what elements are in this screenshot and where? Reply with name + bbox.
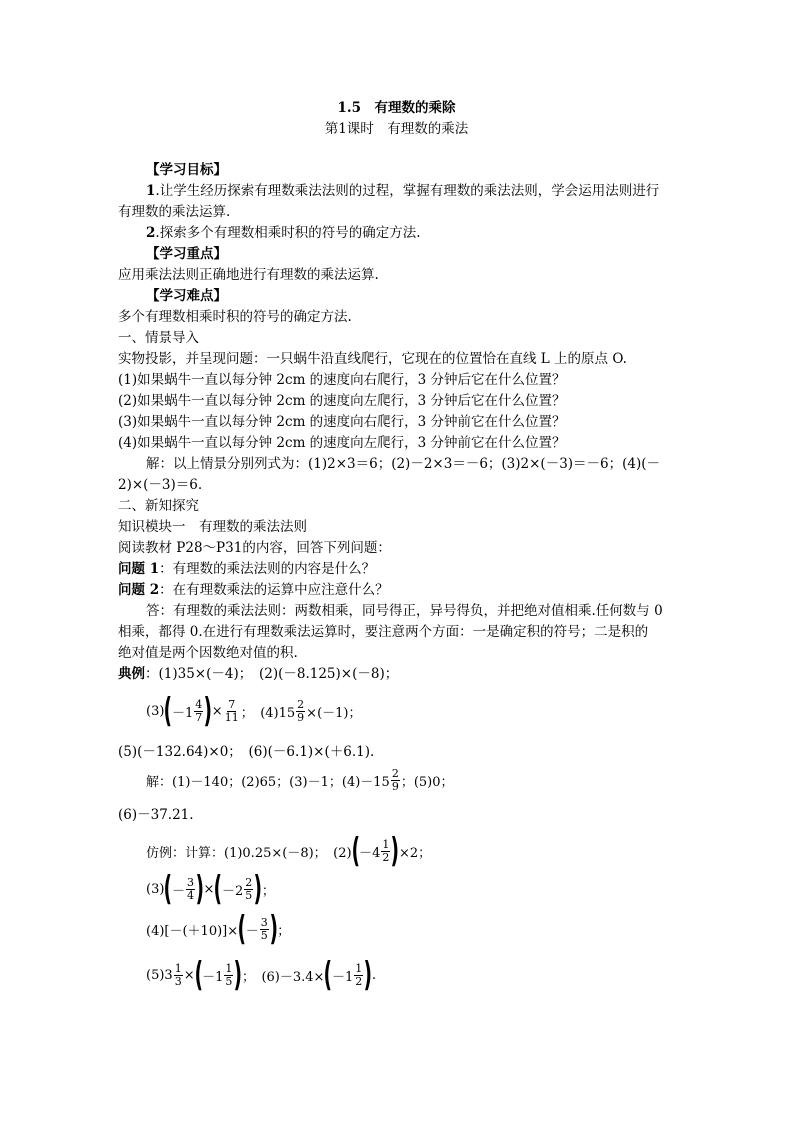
answer-line-c: 绝对值是两个因数绝对值的积. [118, 645, 298, 661]
intro-q3: (3)如果蜗牛一直以每分钟 2cm 的速度向右爬行，3 分钟前它在什么位置？ [118, 414, 566, 430]
intro-answer-a: 解：以上情景分别列式为：(1)2×3＝6；(2)－2×3＝－6；(3)2×(－3)＝－6；(4)(－ [146, 456, 661, 472]
question-2: 问题 2：在有理数乘法的运算中应注意什么？ [118, 582, 389, 598]
practice-row-3: (3) ( － $\frac{3}{4}$ ) × ( －2 $\frac{2}{5}$ ) ； [146, 869, 275, 909]
focus-header: 【学习重点】 [146, 246, 227, 262]
explore-header: 二、新知探究 [118, 498, 199, 514]
practice-row-4: (4)[－(＋10)]× ( － $\frac{3}{5}$ ) ； [146, 909, 291, 949]
example-row-2: (3) ( －1 $\frac{4}{7}$ ) × $\frac{7}{11}$ ； (4)15 $\frac{2}{9}$ ×(－1)； [146, 691, 362, 731]
objectives-header: 【学习目标】 [146, 162, 227, 178]
lesson-title: 第1课时 有理数的乘法 [324, 121, 469, 137]
difficulty-text: 多个有理数相乘时积的符号的确定方法. [118, 309, 352, 325]
fraction: $\frac{4}{7}$ [195, 697, 203, 724]
objective-2: 2.探索多个有理数相乘时积的符号的确定方法. [146, 225, 421, 241]
fraction: $\frac{2}{9}$ [297, 697, 305, 724]
intro-q2: (2)如果蜗牛一直以每分钟 2cm 的速度向左爬行，3 分钟后它在什么位置？ [118, 393, 566, 409]
fraction: $\frac{2}{9}$ [391, 767, 399, 793]
fraction: $\frac{1}{2}$ [355, 961, 363, 988]
module-title: 知识模块一 有理数的乘法法则 [118, 519, 307, 535]
fraction: $\frac{3}{4}$ [186, 875, 194, 902]
answer-line-b: 相乘，都得 0.在进行有理数乘法运算时，要注意两个方面：一是确定积的符号；二是积的 [118, 624, 649, 640]
intro-q1: (1)如果蜗牛一直以每分钟 2cm 的速度向右爬行，3 分钟后它在什么位置？ [118, 372, 566, 388]
question-1: 问题 1：有理数的乘法法则的内容是什么？ [118, 561, 376, 577]
difficulty-header: 【学习难点】 [146, 288, 227, 304]
intro-q4: (4)如果蜗牛一直以每分钟 2cm 的速度向左爬行，3 分钟前它在什么位置？ [118, 435, 566, 451]
intro-answer-b: 2)×(－3)＝6. [118, 477, 203, 493]
answer-line-a: 答：有理数的乘法法则：两数相乘，同号得正，异号得负，并把绝对值相乘.任何数与 0 [146, 603, 663, 619]
objective-1-line-a: 1.让学生经历探索有理数乘法法则的过程，掌握有理数的乘法法则，学会运用法则进行 [146, 183, 660, 199]
fraction: $\frac{3}{5}$ [260, 915, 268, 942]
fraction: $\frac{7}{11}$ [224, 697, 239, 724]
fraction: $\frac{1}{3}$ [174, 961, 182, 988]
example-solution: 解：(1)－140；(2)65；(3)－1；(4)－15 $\frac{2}{9}$ ；(5)0； [146, 767, 454, 793]
intro-header: 一、情景导入 [118, 330, 199, 346]
reading-instruction: 阅读教材 P28～P31的内容，回答下列问题： [118, 540, 391, 556]
example-solution-last: (6)－37.21. [118, 807, 194, 823]
fraction: $\frac{2}{5}$ [245, 875, 253, 902]
fraction: $\frac{1}{5}$ [225, 961, 233, 988]
practice-row-5: (5)3 $\frac{1}{3}$ × ( －1 $\frac{1}{5}$ ) ； (6)－3.4× ( －1 $\frac{1}{2}$ ) . [146, 955, 376, 995]
practice-row-1: 仿例：计算：(1)0.25×(－8)； (2) ( －4 $\frac{1}{2}$ ) ×2； [146, 831, 432, 871]
intro-text: 实物投影，并呈现问题：一只蜗牛沿直线爬行，它现在的位置恰在直线 L 上的原点 O. [118, 351, 627, 367]
example-row-1: 典例：(1)35×(－4)； (2)(－8.125)×(－8)； [118, 666, 399, 682]
objective-1-line-b: 有理数的乘法运算. [118, 204, 231, 220]
fraction: $\frac{1}{2}$ [382, 837, 390, 864]
section-title: 1.5 有理数的乘除 [337, 100, 456, 116]
example-row-3: (5)(－132.64)×0； (6)(－6.1)×(＋6.1). [118, 744, 375, 760]
focus-text: 应用乘法法则正确地进行有理数的乘法运算. [118, 267, 379, 283]
